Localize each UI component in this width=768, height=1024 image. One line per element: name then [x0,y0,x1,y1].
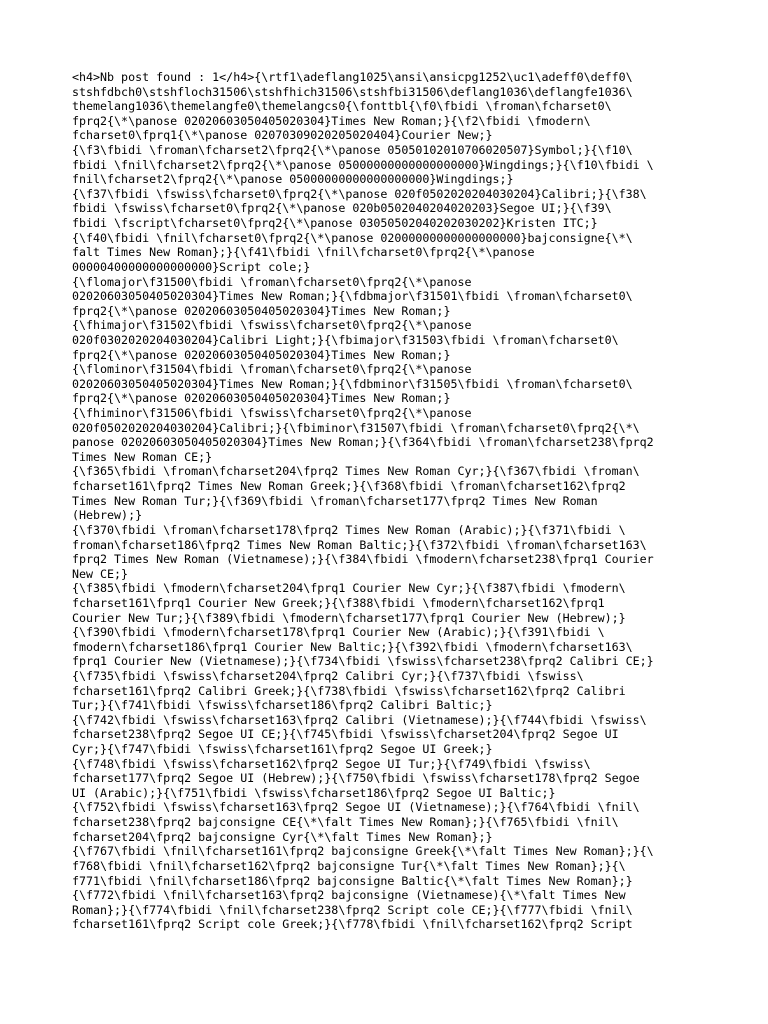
text-line: 02020603050405020304}Times New Roman;}{\fdbminor\f31505\fbidi \froman\fcharset0\ [72,376,633,391]
text-line: fcharset161\fprq1 Courier New Greek;}{\f388\fbidi \fmodern\fcharset162\fprq1 [72,595,605,610]
text-line: {\f37\fbidi \fswiss\fcharset0\fprq2{\*\panose 020f0502020204030204}Calibri;}{\f38\ [72,186,647,201]
text-line: fprq2{\*\panose 02020603050405020304}Times New Roman;} [72,347,451,362]
text-line: <h4>Nb post found : 1</h4>{\rtf1\adeflang1025\ansi\ansicpg1252\uc1\adeff0\deff0\ [72,70,633,84]
text-line: {\f40\fbidi \fnil\fcharset0\fprq2{\*\panose 02000000000000000000}bajconsigne{\*\ [72,230,633,245]
text-line: fprq2{\*\panose 02020603050405020304}Times New Roman;} [72,391,451,406]
text-line: {\f742\fbidi \fswiss\fcharset163\fprq2 Calibri (Vietnamese);}{\f744\fbidi \fswiss\ [72,712,647,727]
text-line: Times New Roman Tur;}{\f369\fbidi \froman\fcharset177\fprq2 Times New Roman [72,493,598,508]
text-line: {\fhimajor\f31502\fbidi \fswiss\fcharset0\fprq2{\*\panose [72,318,472,333]
text-line: {\f735\fbidi \fswiss\fcharset204\fprq2 Calibri Cyr;}{\f737\fbidi \fswiss\ [72,668,584,683]
text-line: Courier New Tur;}{\f389\fbidi \fmodern\fcharset177\fprq1 Courier New (Hebrew);} [72,610,626,625]
text-line: stshfdbch0\stshfloch31506\stshfhich31506\stshfbi31506\deflang1036\deflangfe1036\ [72,84,633,99]
text-line: UI (Arabic);}{\f751\fbidi \fswiss\fcharset186\fprq2 Segoe UI Baltic;} [72,785,556,800]
text-line: fbidi \fscript\fcharset0\fprq2{\*\panose 03050502040202030202}Kristen ITC;} [72,216,598,231]
text-line: froman\fcharset186\fprq2 Times New Roman Baltic;}{\f372\fbidi \froman\fcharset163\ [72,537,647,552]
text-line: panose 02020603050405020304}Times New Roman;}{\f364\fbidi \froman\fcharset238\fprq2 [72,435,654,450]
text-line: fcharset161\fprq2 Calibri Greek;}{\f738\fbidi \fswiss\fcharset162\fprq2 Calibri [72,683,626,698]
text-line: Tur;}{\f741\fbidi \fswiss\fcharset186\fprq2 Calibri Baltic;} [72,698,493,713]
text-line: fprq1 Courier New (Vietnamese);}{\f734\fbidi \fswiss\fcharset238\fprq2 Calibri CE;} [72,654,654,669]
text-line: themelang1036\themelangfe0\themelangcs0{\fonttbl{\f0\fbidi \froman\fcharset0\ [72,99,612,114]
text-line: {\f370\fbidi \froman\fcharset178\fprq2 Times New Roman (Arabic);}{\f371\fbidi \ [72,522,626,537]
text-line: f771\fbidi \fnil\fcharset186\fprq2 bajconsigne Baltic{\*\falt Times New Roman};} [72,873,633,888]
text-line: fcharset204\fprq2 bajconsigne Cyr{\*\falt Times New Roman};} [72,829,493,844]
text-line: fprq2{\*\panose 02020603050405020304}Times New Roman;}{\f2\fbidi \fmodern\ [72,113,591,128]
text-line: {\flomajor\f31500\fbidi \froman\fcharset0\fprq2{\*\panose [72,274,472,289]
text-line: {\f748\fbidi \fswiss\fcharset162\fprq2 Segoe UI Tur;}{\f749\fbidi \fswiss\ [72,756,591,771]
text-line: f768\fbidi \fnil\fcharset162\fprq2 bajconsigne Tur{\*\falt Times New Roman};}{\ [72,858,626,873]
text-line: {\f365\fbidi \froman\fcharset204\fprq2 Times New Roman Cyr;}{\f367\fbidi \froman\ [72,464,640,479]
text-line: {\flominor\f31504\fbidi \froman\fcharset0\fprq2{\*\panose [72,362,472,377]
text-line: fcharset161\fprq2 Times New Roman Greek;}{\f368\fbidi \froman\fcharset162\fprq2 [72,479,626,494]
text-line: fmodern\fcharset186\fprq1 Courier New Baltic;}{\f392\fbidi \fmodern\fcharset163\ [72,639,633,654]
text-line: fcharset0\fprq1{\*\panose 02070309020205020404}Courier New;} [72,128,493,143]
text-line: fbidi \fnil\fcharset2\fprq2{\*\panose 05000000000000000000}Wingdings;}{\f10\fbidi \ [72,157,654,172]
text-line: Times New Roman CE;} [72,449,213,464]
text-line: fcharset161\fprq2 Script cole Greek;}{\f778\fbidi \fnil\fcharset162\fprq2 Script [72,917,633,932]
text-line: {\f767\fbidi \fnil\fcharset161\fprq2 bajconsigne Greek{\*\falt Times New Roman};}{\ [72,844,654,859]
text-line: 020f0302020204030204}Calibri Light;}{\fbimajor\f31503\fbidi \froman\fcharset0\ [72,332,619,347]
text-line: 02020603050405020304}Times New Roman;}{\fdbmajor\f31501\fbidi \froman\fcharset0\ [72,289,633,304]
rtf-source-text [72,70,702,932]
text-line: {\f385\fbidi \fmodern\fcharset204\fprq1 Courier New Cyr;}{\f387\fbidi \fmodern\ [72,581,626,596]
text-line: fbidi \fswiss\fcharset0\fprq2{\*\panose 020b0502040204020203}Segoe UI;}{\f39\ [72,201,612,216]
text-line: fprq2 Times New Roman (Vietnamese);}{\f384\fbidi \fmodern\fcharset238\fprq1 Courier [72,552,654,567]
text-line: fprq2{\*\panose 02020603050405020304}Times New Roman;} [72,303,451,318]
text-line: fcharset238\fprq2 Segoe UI CE;}{\f745\fbidi \fswiss\fcharset204\fprq2 Segoe UI [72,727,619,742]
text-line: Roman};}{\f774\fbidi \fnil\fcharset238\fprq2 Script cole CE;}{\f777\fbidi \fnil\ [72,902,633,917]
text-line: {\f772\fbidi \fnil\fcharset163\fprq2 bajconsigne (Vietnamese){\*\falt Times New [72,888,626,903]
text-line: 00000400000000000000}Script cole;} [72,259,311,274]
text-line: {\fhiminor\f31506\fbidi \fswiss\fcharset0\fprq2{\*\panose [72,406,472,421]
text-line: fcharset238\fprq2 bajconsigne CE{\*\falt Times New Roman};}{\f765\fbidi \fnil\ [72,815,619,830]
text-line: {\f3\fbidi \froman\fcharset2\fprq2{\*\panose 05050102010706020507}Symbol;}{\f10\ [72,143,633,158]
text-line: New CE;} [72,566,129,581]
text-line: (Hebrew);} [72,508,143,523]
text-line: falt Times New Roman};}{\f41\fbidi \fnil\fcharset0\fprq2{\*\panose [72,245,535,260]
text-line: 020f0502020204030204}Calibri;}{\fbiminor\f31507\fbidi \froman\fcharset0\fprq2{\*\ [72,420,640,435]
text-line: fcharset177\fprq2 Segoe UI (Hebrew);}{\f750\fbidi \fswiss\fcharset178\fprq2 Segoe [72,771,640,786]
text-line: Cyr;}{\f747\fbidi \fswiss\fcharset161\fprq2 Segoe UI Greek;} [72,742,493,757]
text-line: {\f390\fbidi \fmodern\fcharset178\fprq1 Courier New (Arabic);}{\f391\fbidi \ [72,625,605,640]
text-line: fnil\fcharset2\fprq2{\*\panose 05000000000000000000}Wingdings;} [72,172,514,187]
text-line: {\f752\fbidi \fswiss\fcharset163\fprq2 Segoe UI (Vietnamese);}{\f764\fbidi \fnil\ [72,800,640,815]
